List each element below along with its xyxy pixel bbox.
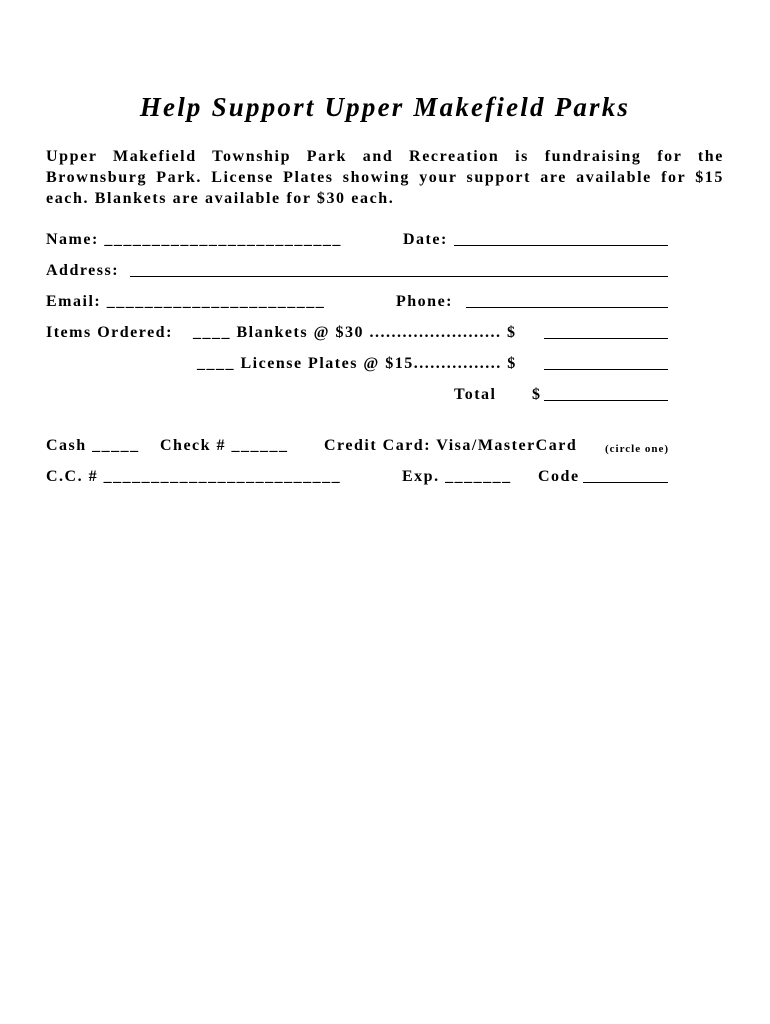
check-field-label: Check # ______: [160, 437, 289, 454]
blankets-amount-line[interactable]: [544, 338, 668, 339]
address-field-line[interactable]: [130, 276, 668, 277]
credit-card-label: Credit Card: Visa/MasterCard: [324, 437, 578, 454]
exp-field-label: Exp. _______: [402, 468, 512, 485]
phone-field-label: Phone:: [396, 293, 453, 310]
intro-paragraph: Upper Makefield Township Park and Recreation is fundraising for the Brownsburg Park. License Plates showing your support are available for $15 each. Blankets are available for $30 each.: [46, 148, 724, 207]
plates-order-line: ____ License Plates @ $15................ $: [197, 355, 517, 372]
address-field-label: Address:: [46, 262, 120, 279]
items-ordered-label: Items Ordered:: [46, 324, 173, 341]
date-field-line[interactable]: [454, 245, 668, 246]
plates-amount-line[interactable]: [544, 369, 668, 370]
blankets-order-line: ____ Blankets @ $30 ........................ $: [193, 324, 517, 341]
code-field-line[interactable]: [583, 482, 668, 483]
date-field-label: Date:: [403, 231, 448, 248]
phone-field-line[interactable]: [466, 307, 668, 308]
page-title: Help Support Upper Makefield Parks: [139, 92, 631, 122]
total-amount-line[interactable]: [544, 400, 668, 401]
total-label: Total: [454, 386, 497, 403]
total-dollar-sign: $: [532, 386, 542, 403]
cc-number-label: C.C. # _________________________: [46, 468, 342, 485]
code-field-label: Code: [538, 468, 580, 485]
name-field-label: Name: _________________________: [46, 231, 342, 248]
email-field-label: Email: _______________________: [46, 293, 326, 310]
circle-one-note: (circle one): [605, 443, 670, 455]
cash-field-label: Cash _____: [46, 437, 140, 454]
